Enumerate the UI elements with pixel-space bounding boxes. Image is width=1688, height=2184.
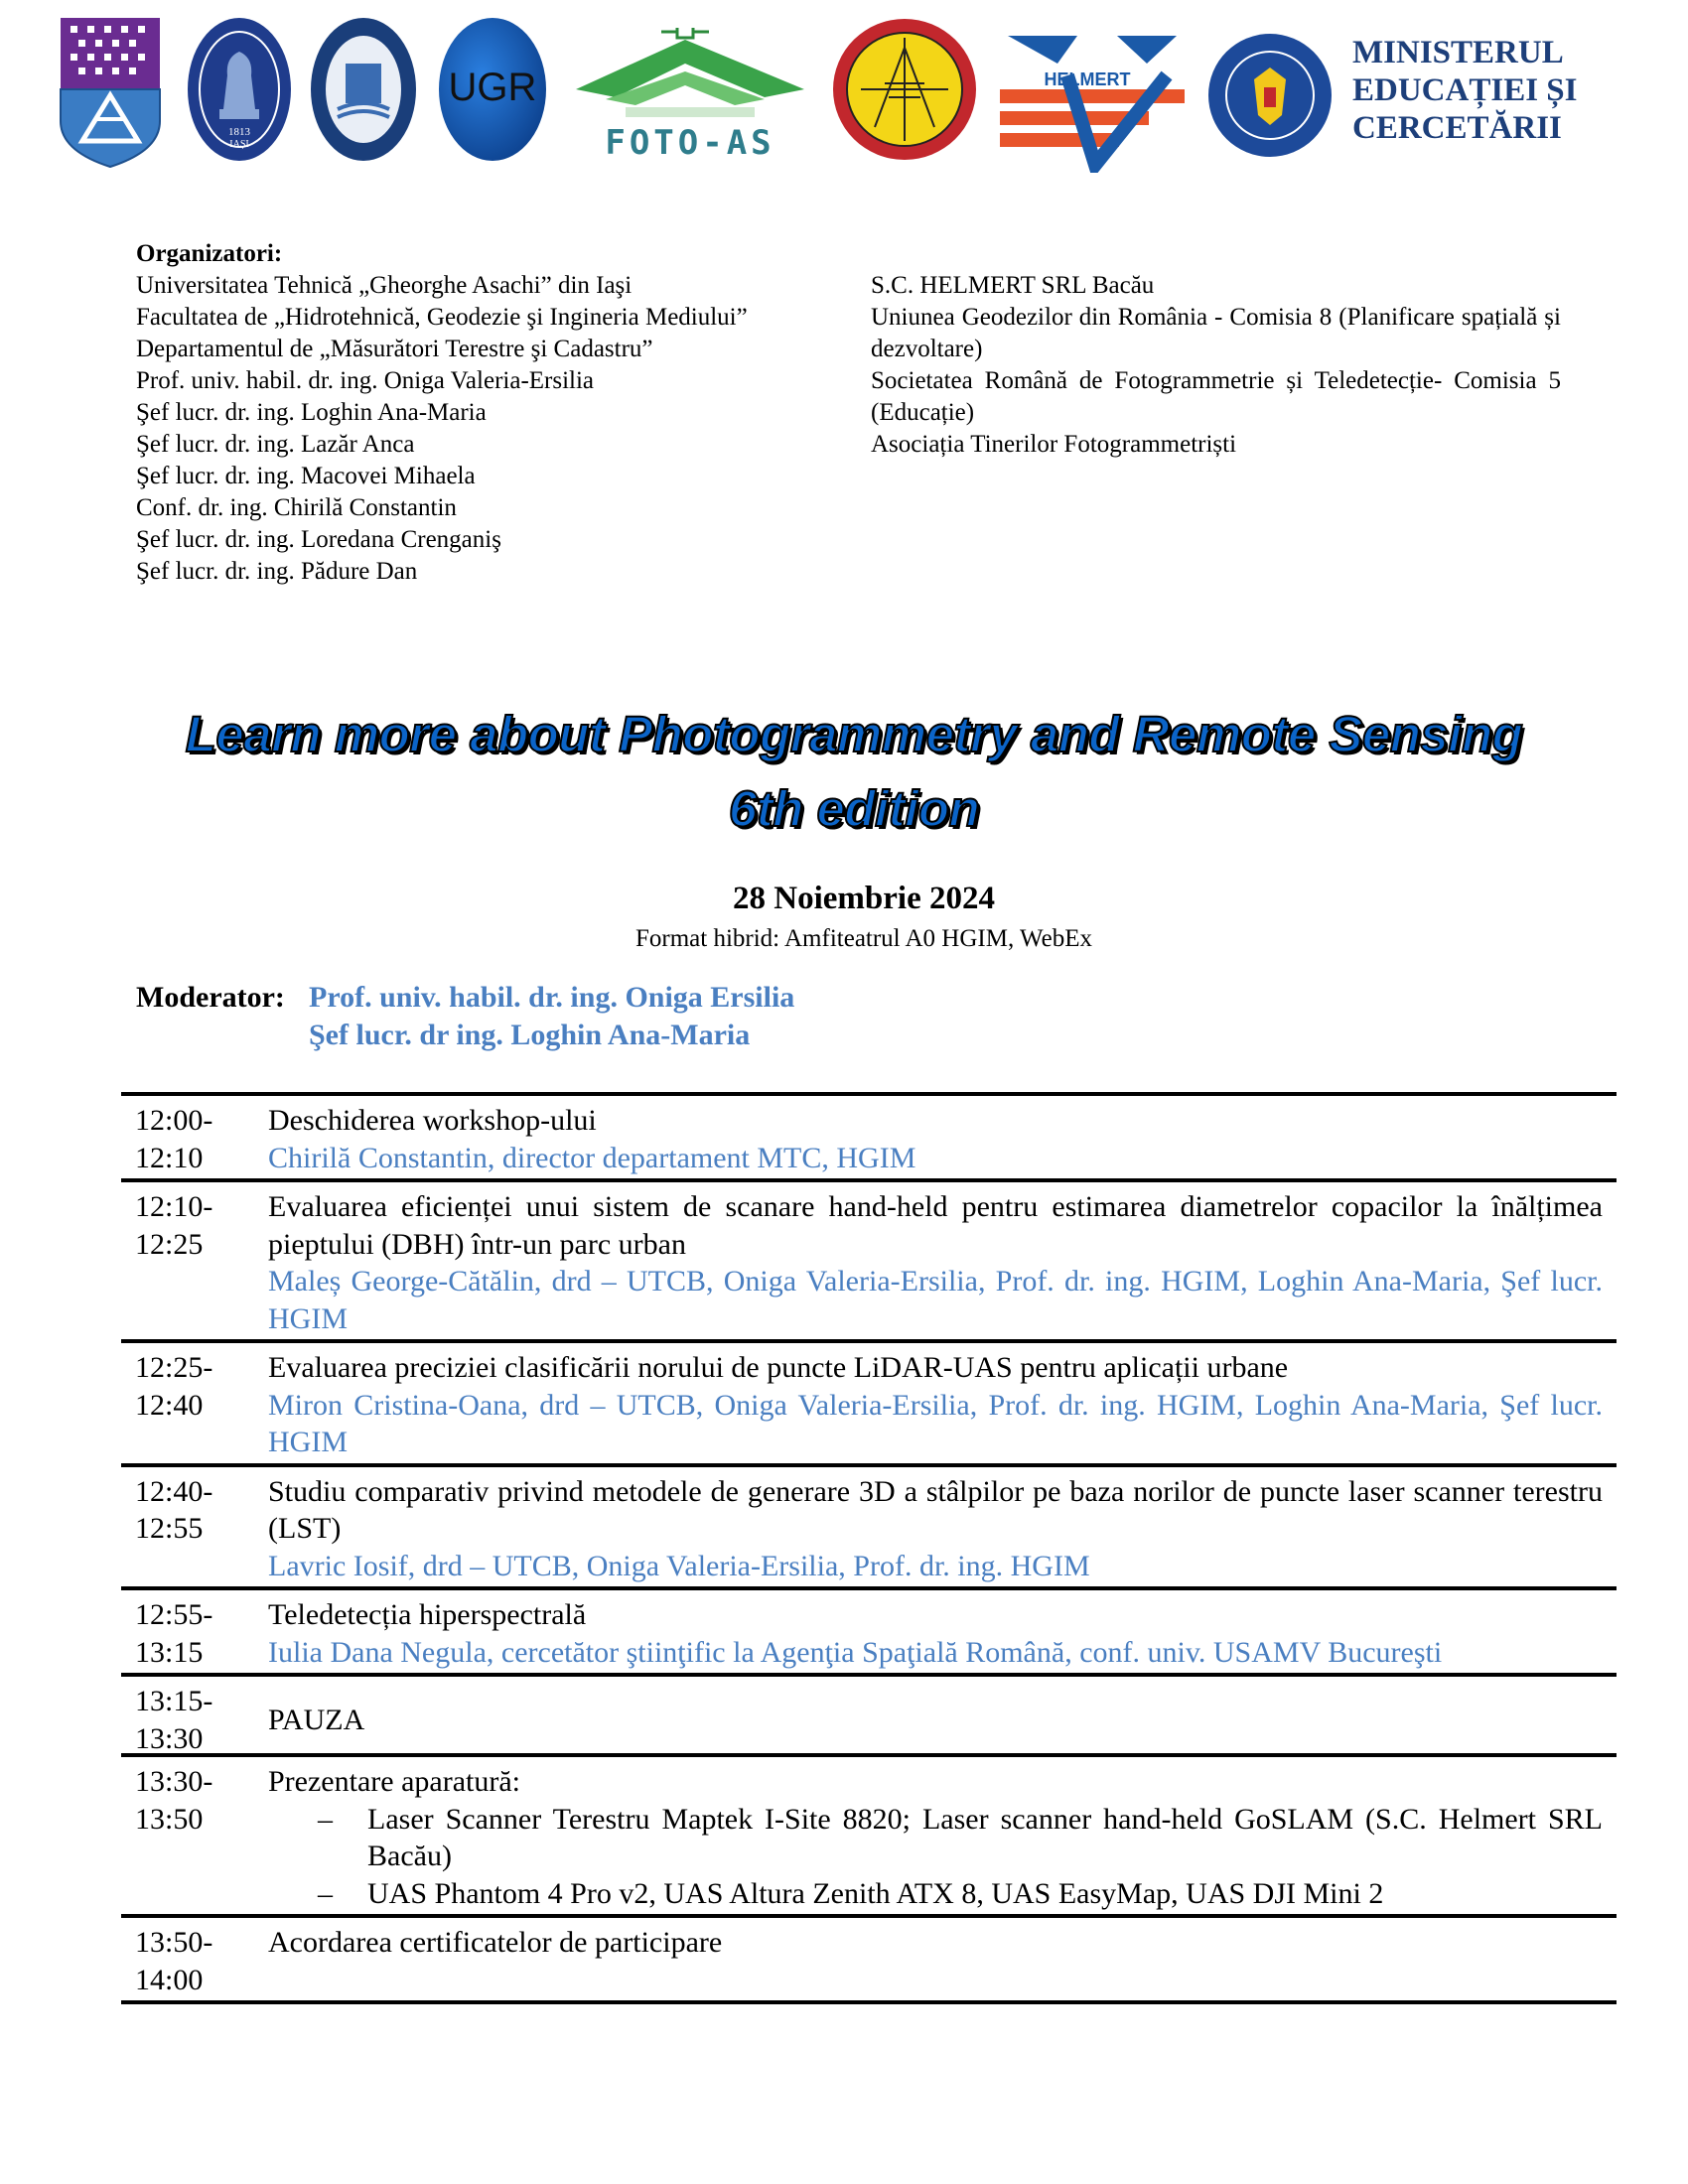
program-content: [268, 1188, 1603, 1337]
hgim-faculty-seal-logo: [308, 14, 419, 165]
organizer-item: Uniunea Geodezilor din România - Comisia 8 (Planificare spațială și dezvoltare): [871, 304, 1561, 362]
organizer-item: Societatea Română de Fotogrammetrie și Teledetecție- Comisia 5 (Educație): [871, 367, 1561, 426]
program-row: [121, 1753, 1617, 1914]
time-start: 12:10-: [135, 1190, 213, 1223]
program-row: [121, 1463, 1617, 1587]
program-time: [135, 1188, 244, 1263]
session-speakers: Maleș George-Cătălin, drd – UTCB, Oniga Valeria-Ersilia, Prof. dr. ing. HGIM, Loghin Ana-Maria, Şef lucr. HGIM: [268, 1265, 1603, 1335]
time-end: 13:30: [135, 1721, 204, 1755]
program-content: [268, 1102, 1603, 1176]
time-end: 12:25: [135, 1227, 204, 1261]
organizer-item: Facultatea de „Hidrotehnică, Geodezie şi Ingineria Mediului”: [136, 304, 748, 331]
helmert-logo: [998, 24, 1187, 173]
time-start: 13:50-: [135, 1926, 213, 1959]
foto-as-text: FOTO-AS: [605, 123, 775, 163]
session-speakers: Iulia Dana Negula, cercetător ştiinţific la Agenţia Spaţială Română, conf. univ. USAMV Bucureşti: [268, 1635, 1443, 1669]
time-end: 12:10: [135, 1141, 204, 1174]
time-end: 13:15: [135, 1635, 204, 1669]
organizer-item: S.C. HELMERT SRL Bacău: [871, 272, 1155, 299]
program-row: [121, 1339, 1617, 1463]
event-title: Learn more about Photogrammetry and Remote Sensing: [185, 706, 1523, 762]
time-end: 12:40: [135, 1388, 204, 1422]
tuiasi-year: 1813: [228, 126, 250, 138]
program-time: [135, 1473, 244, 1548]
organizer-item: Conf. dr. ing. Chirilă Constantin: [136, 494, 457, 521]
program-content: [268, 1596, 1603, 1671]
session-title: Studiu comparativ privind metodele de generare 3D a stâlpilor pe baza norilor de puncte laser scanner terestru (LST): [268, 1474, 1603, 1545]
session-title: Prezentare aparatură:: [268, 1765, 520, 1798]
program-row: [121, 1914, 1617, 2004]
program-row: [121, 1178, 1617, 1339]
time-start: 12:25-: [135, 1351, 213, 1384]
organizer-item: Şef lucr. dr. ing. Lazăr Anca: [136, 431, 415, 458]
program-time: [135, 1596, 244, 1671]
program-content: [268, 1683, 1603, 1739]
ministry-line-3: CERCETĂRII: [1352, 110, 1562, 146]
program-time: [135, 1102, 244, 1176]
ministry-logo-text: [1352, 34, 1591, 147]
organizer-item: Şef lucr. dr. ing. Loghin Ana-Maria: [136, 399, 487, 426]
session-speakers: Chirilă Constantin, director departament MTC, HGIM: [268, 1141, 916, 1174]
equipment-list: [268, 1801, 1603, 1913]
organizer-item: Şef lucr. dr. ing. Loredana Crenganiş: [136, 526, 501, 553]
equipment-item: – UAS Phantom 4 Pro v2, UAS Altura Zenith ATX 8, UAS EasyMap, UAS DJI Mini 2: [268, 1875, 1603, 1913]
helmert-text: HELMERT: [1044, 69, 1131, 89]
program-row: [121, 1673, 1617, 1753]
organizer-item: Şef lucr. dr. ing. Pădure Dan: [136, 558, 418, 585]
organizers-left: [136, 238, 851, 588]
moderator-names: [309, 979, 794, 1054]
session-speakers: Lavric Iosif, drd – UTCB, Oniga Valeria-Ersilia, Prof. dr. ing. HGIM: [268, 1549, 1090, 1582]
program-table: [121, 1092, 1617, 2004]
organizer-item: Departamentul de „Măsurători Terestre şi Cadastru”: [136, 336, 653, 362]
session-title: Evaluarea preciziei clasificării norului de puncte LiDAR-UAS pentru aplicații urbane: [268, 1351, 1289, 1384]
time-start: 12:55-: [135, 1598, 213, 1631]
organizer-item: Universitatea Tehnică „Gheorghe Asachi” din Iaşi: [136, 272, 633, 299]
session-title: PAUZA: [268, 1704, 365, 1736]
ugr-logo: [437, 14, 548, 165]
time-start: 12:40-: [135, 1474, 213, 1508]
logo-strip: [55, 12, 1633, 176]
program-time: [135, 1683, 244, 1757]
ugr-text: UGR: [448, 66, 537, 109]
session-title: Teledetecția hiperspectrală: [268, 1598, 587, 1631]
session-title: Deschiderea workshop-ului: [268, 1104, 597, 1137]
organizer-item: Asociația Tinerilor Fotogrammetriști: [871, 431, 1237, 458]
time-start: 13:15-: [135, 1685, 213, 1717]
romanian-government-seal-logo: [1206, 32, 1334, 159]
time-start: 13:30-: [135, 1765, 213, 1798]
program-row: [121, 1586, 1617, 1673]
foto-as-logo: [566, 20, 814, 163]
program-time: [135, 1924, 244, 1998]
time-start: 12:00-: [135, 1104, 213, 1137]
program-time: [135, 1763, 244, 1838]
srft-logo: [831, 18, 978, 162]
tuiasi-seal-logo: [184, 14, 295, 165]
moderator-label: Moderator:: [136, 981, 285, 1014]
ministry-line-2: EDUCAȚIEI ȘI: [1352, 72, 1578, 108]
tuiasi-city: IAȘI: [229, 139, 249, 150]
session-title: Evaluarea eficienței unui sistem de scanare hand-held pentru estimarea diametrelor copacilor la înălțimea pieptului (DBH) într-un parc urban: [268, 1190, 1603, 1261]
organizers-right: [871, 270, 1561, 461]
program-row: [121, 1092, 1617, 1178]
program-content: [268, 1763, 1603, 1912]
moderator-name: Şef lucr. dr ing. Loghin Ana-Maria: [309, 1019, 751, 1051]
program-content: [268, 1924, 1603, 1998]
event-format: Format hibrid: Amfiteatrul A0 HGIM, WebEx: [635, 925, 1092, 952]
session-speakers: Miron Cristina-Oana, drd – UTCB, Oniga Valeria-Ersilia, Prof. dr. ing. HGIM, Loghin Ana-Maria, Şef lucr. HGIM: [268, 1388, 1603, 1458]
moderator-name: Prof. univ. habil. dr. ing. Oniga Ersilia: [309, 981, 795, 1014]
event-date: 28 Noiembrie 2024: [733, 881, 995, 916]
time-end: 14:00: [135, 1963, 204, 1996]
time-end: 13:50: [135, 1802, 204, 1836]
time-end: 12:55: [135, 1512, 204, 1545]
tuiasi-shield-logo: [55, 12, 166, 171]
organizers-heading: Organizatori:: [136, 240, 283, 267]
event-edition: 6th edition: [728, 780, 980, 837]
organizer-item: Prof. univ. habil. dr. ing. Oniga Valeria-Ersilia: [136, 367, 595, 394]
program-content: [268, 1349, 1603, 1461]
session-title: Acordarea certificatelor de participare: [268, 1926, 723, 1959]
equipment-item: – Laser Scanner Terestru Maptek I-Site 8820; Laser scanner hand-held GoSLAM (S.C. Helmert SRL Bacău): [268, 1801, 1603, 1875]
organizer-item: Şef lucr. dr. ing. Macovei Mihaela: [136, 463, 476, 489]
ministry-line-1: MINISTERUL: [1352, 35, 1564, 70]
program-content: [268, 1473, 1603, 1585]
program-time: [135, 1349, 244, 1424]
